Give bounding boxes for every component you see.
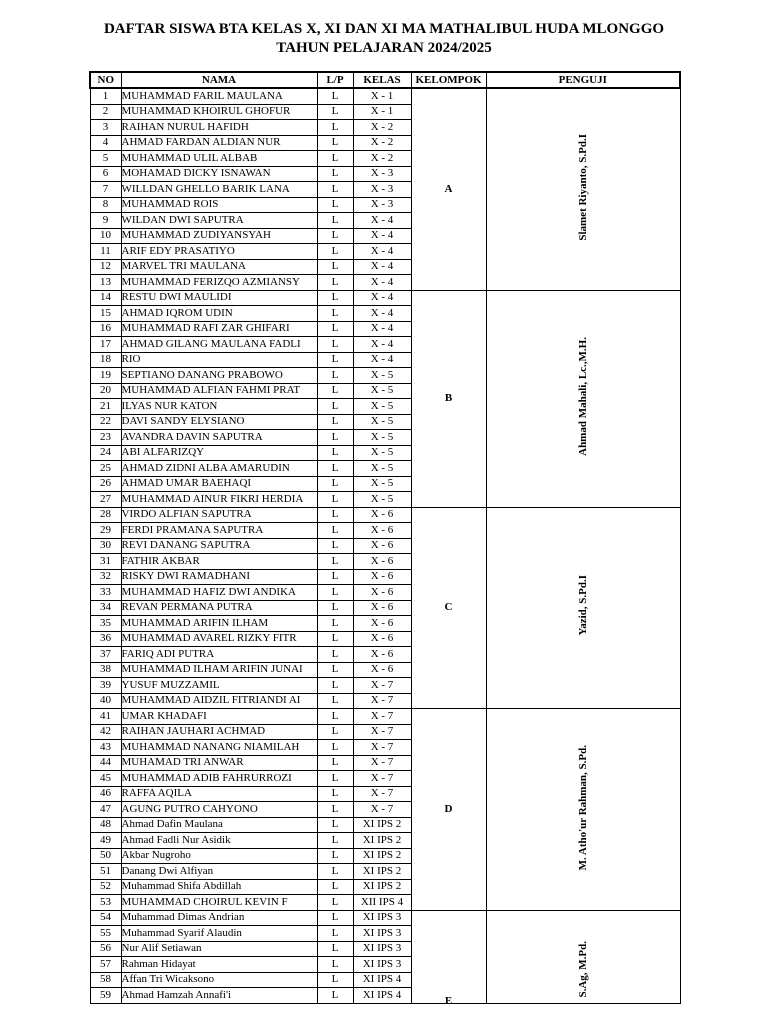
cell-lp: L bbox=[317, 941, 353, 957]
cell-lp: L bbox=[317, 988, 353, 1004]
cell-nama: Rahman Hidayat bbox=[121, 957, 317, 973]
group-cell bbox=[411, 290, 486, 507]
cell-nama: AHMAD IQROM UDIN bbox=[121, 306, 317, 322]
cell-lp: L bbox=[317, 631, 353, 647]
cell-no: 56 bbox=[90, 941, 121, 957]
cell-no: 49 bbox=[90, 833, 121, 849]
cell-kelas: X - 6 bbox=[353, 616, 411, 632]
table-row bbox=[90, 88, 680, 104]
cell-kelas: X - 6 bbox=[353, 507, 411, 523]
group-label: A bbox=[444, 182, 453, 195]
cell-lp: L bbox=[317, 957, 353, 973]
cell-no: 51 bbox=[90, 864, 121, 880]
cell-nama: RESTU DWI MAULIDI bbox=[121, 290, 317, 306]
cell-nama: Muhammad Shifa Abdillah bbox=[121, 879, 317, 895]
cell-kelas: X - 6 bbox=[353, 647, 411, 663]
cell-nama: RAFFA AQILA bbox=[121, 786, 317, 802]
cell-lp: L bbox=[317, 213, 353, 229]
cell-no: 47 bbox=[90, 802, 121, 818]
group-label: D bbox=[444, 802, 453, 815]
cell-kelas: X - 7 bbox=[353, 678, 411, 694]
cell-no: 9 bbox=[90, 213, 121, 229]
cell-kelas: X - 6 bbox=[353, 538, 411, 554]
cell-no: 33 bbox=[90, 585, 121, 601]
cell-no: 46 bbox=[90, 786, 121, 802]
cell-kelas: XI IPS 3 bbox=[353, 910, 411, 926]
cell-no: 13 bbox=[90, 275, 121, 291]
cell-nama: RAIHAN JAUHARI ACHMAD bbox=[121, 724, 317, 740]
cell-kelas: X - 4 bbox=[353, 259, 411, 275]
cell-nama: REVAN PERMANA PUTRA bbox=[121, 600, 317, 616]
cell-no: 36 bbox=[90, 631, 121, 647]
cell-nama: UMAR KHADAFI bbox=[121, 709, 317, 725]
cell-no: 11 bbox=[90, 244, 121, 260]
cell-no: 37 bbox=[90, 647, 121, 663]
cell-no: 34 bbox=[90, 600, 121, 616]
cell-lp: L bbox=[317, 182, 353, 198]
cell-kelas: X - 3 bbox=[353, 182, 411, 198]
cell-nama: MUHAMMAD ALFIAN FAHMI PRAT bbox=[121, 383, 317, 399]
header-lp: L/P bbox=[317, 72, 353, 88]
cell-lp: L bbox=[317, 802, 353, 818]
cell-kelas: X - 6 bbox=[353, 631, 411, 647]
cell-no: 23 bbox=[90, 430, 121, 446]
cell-no: 7 bbox=[90, 182, 121, 198]
cell-lp: L bbox=[317, 848, 353, 864]
cell-nama: YUSUF MUZZAMIL bbox=[121, 678, 317, 694]
cell-lp: L bbox=[317, 197, 353, 213]
cell-nama: ABI ALFARIZQY bbox=[121, 445, 317, 461]
cell-no: 28 bbox=[90, 507, 121, 523]
examiner-cell bbox=[486, 290, 680, 507]
cell-no: 26 bbox=[90, 476, 121, 492]
cell-no: 45 bbox=[90, 771, 121, 787]
cell-no: 4 bbox=[90, 135, 121, 151]
cell-lp: L bbox=[317, 569, 353, 585]
cell-no: 35 bbox=[90, 616, 121, 632]
cell-lp: L bbox=[317, 88, 353, 104]
header-penguji: PENGUJI bbox=[486, 72, 680, 88]
table-row bbox=[90, 507, 680, 523]
cell-no: 41 bbox=[90, 709, 121, 725]
cell-lp: L bbox=[317, 104, 353, 120]
cell-kelas: X - 3 bbox=[353, 197, 411, 213]
cell-lp: L bbox=[317, 337, 353, 353]
cell-kelas: XI IPS 2 bbox=[353, 864, 411, 880]
cell-nama: MOHAMAD DICKY ISNAWAN bbox=[121, 166, 317, 182]
cell-no: 17 bbox=[90, 337, 121, 353]
cell-kelas: X - 1 bbox=[353, 104, 411, 120]
header-kelompok: KELOMPOK bbox=[411, 72, 486, 88]
cell-nama: DAVI SANDY ELYSIANO bbox=[121, 414, 317, 430]
cell-no: 19 bbox=[90, 368, 121, 384]
cell-no: 8 bbox=[90, 197, 121, 213]
cell-nama: Affan Tri Wicaksono bbox=[121, 972, 317, 988]
cell-no: 22 bbox=[90, 414, 121, 430]
cell-nama: Ahmad Fadli Nur Asidik bbox=[121, 833, 317, 849]
cell-lp: L bbox=[317, 662, 353, 678]
examiner-cell bbox=[486, 507, 680, 709]
cell-no: 42 bbox=[90, 724, 121, 740]
cell-no: 21 bbox=[90, 399, 121, 415]
cell-kelas: X - 4 bbox=[353, 306, 411, 322]
cell-kelas: X - 4 bbox=[353, 244, 411, 260]
cell-lp: L bbox=[317, 833, 353, 849]
cell-nama: REVI DANANG SAPUTRA bbox=[121, 538, 317, 554]
cell-lp: L bbox=[317, 600, 353, 616]
cell-lp: L bbox=[317, 972, 353, 988]
cell-kelas: X - 7 bbox=[353, 724, 411, 740]
cell-nama: Nur Alif Setiawan bbox=[121, 941, 317, 957]
cell-no: 14 bbox=[90, 290, 121, 306]
cell-no: 54 bbox=[90, 910, 121, 926]
cell-kelas: X - 5 bbox=[353, 476, 411, 492]
cell-kelas: X - 6 bbox=[353, 600, 411, 616]
cell-lp: L bbox=[317, 895, 353, 911]
cell-no: 3 bbox=[90, 120, 121, 136]
cell-kelas: X - 5 bbox=[353, 399, 411, 415]
cell-kelas: X - 6 bbox=[353, 554, 411, 570]
cell-no: 18 bbox=[90, 352, 121, 368]
cell-lp: L bbox=[317, 864, 353, 880]
cell-nama: MUHAMMAD AIDZIL FITRIANDI AI bbox=[121, 693, 317, 709]
cell-lp: L bbox=[317, 430, 353, 446]
cell-kelas: XI IPS 3 bbox=[353, 957, 411, 973]
group-cell bbox=[411, 88, 486, 290]
cell-kelas: X - 7 bbox=[353, 786, 411, 802]
cell-nama: MUHAMMAD ADIB FAHRURROZI bbox=[121, 771, 317, 787]
cell-lp: L bbox=[317, 290, 353, 306]
cell-no: 31 bbox=[90, 554, 121, 570]
cell-no: 53 bbox=[90, 895, 121, 911]
cell-no: 25 bbox=[90, 461, 121, 477]
cell-kelas: X - 7 bbox=[353, 802, 411, 818]
cell-kelas: X - 5 bbox=[353, 492, 411, 508]
cell-nama: MUHAMMAD HAFIZ DWI ANDIKA bbox=[121, 585, 317, 601]
cell-kelas: X - 7 bbox=[353, 709, 411, 725]
cell-nama: AGUNG PUTRO CAHYONO bbox=[121, 802, 317, 818]
cell-no: 27 bbox=[90, 492, 121, 508]
cell-no: 58 bbox=[90, 972, 121, 988]
cell-kelas: X - 6 bbox=[353, 523, 411, 539]
examiner-name: Ahmad Mahali, Lc.,M.H. bbox=[576, 337, 589, 456]
cell-lp: L bbox=[317, 554, 353, 570]
cell-kelas: X - 2 bbox=[353, 120, 411, 136]
cell-kelas: X - 4 bbox=[353, 337, 411, 353]
examiner-name: M. Atho'ur Rahman, S.Pd. bbox=[576, 744, 589, 870]
cell-no: 6 bbox=[90, 166, 121, 182]
cell-lp: L bbox=[317, 414, 353, 430]
cell-kelas: XI IPS 4 bbox=[353, 972, 411, 988]
cell-kelas: X - 7 bbox=[353, 740, 411, 756]
header-nama: NAMA bbox=[121, 72, 317, 88]
cell-kelas: X - 5 bbox=[353, 383, 411, 399]
cell-nama: MUHAMMAD AVAREL RIZKY FITR bbox=[121, 631, 317, 647]
cell-kelas: X - 6 bbox=[353, 585, 411, 601]
cell-lp: L bbox=[317, 879, 353, 895]
header-kelas: KELAS bbox=[353, 72, 411, 88]
cell-lp: L bbox=[317, 678, 353, 694]
cell-kelas: XI IPS 2 bbox=[353, 817, 411, 833]
cell-nama: WILDAN DWI SAPUTRA bbox=[121, 213, 317, 229]
cell-no: 20 bbox=[90, 383, 121, 399]
cell-lp: L bbox=[317, 755, 353, 771]
cell-no: 39 bbox=[90, 678, 121, 694]
cell-nama: RAIHAN NURUL HAFIDH bbox=[121, 120, 317, 136]
cell-no: 15 bbox=[90, 306, 121, 322]
cell-nama: MUHAMMAD RAFI ZAR GHIFARI bbox=[121, 321, 317, 337]
cell-lp: L bbox=[317, 740, 353, 756]
cell-kelas: XI IPS 3 bbox=[353, 926, 411, 942]
cell-nama: AHMAD UMAR BAEHAQI bbox=[121, 476, 317, 492]
cell-nama: FERDI PRAMANA SAPUTRA bbox=[121, 523, 317, 539]
cell-kelas: X - 3 bbox=[353, 166, 411, 182]
table-header-row bbox=[90, 72, 680, 88]
cell-no: 1 bbox=[90, 88, 121, 104]
cell-kelas: X - 2 bbox=[353, 135, 411, 151]
cell-kelas: XII IPS 4 bbox=[353, 895, 411, 911]
cell-nama: RISKY DWI RAMADHANI bbox=[121, 569, 317, 585]
examiner-cell bbox=[486, 709, 680, 911]
table-body bbox=[90, 88, 680, 1007]
cell-lp: L bbox=[317, 399, 353, 415]
cell-kelas: X - 6 bbox=[353, 569, 411, 585]
cell-lp: L bbox=[317, 228, 353, 244]
cell-nama: MUHAMMAD ILHAM ARIFIN JUNAI bbox=[121, 662, 317, 678]
cell-kelas: X - 5 bbox=[353, 430, 411, 446]
cell-no: 55 bbox=[90, 926, 121, 942]
cell-lp: L bbox=[317, 368, 353, 384]
cell-lp: L bbox=[317, 275, 353, 291]
cell-nama: MUHAMAD TRI ANWAR bbox=[121, 755, 317, 771]
cell-lp: L bbox=[317, 771, 353, 787]
cell-no: 5 bbox=[90, 151, 121, 167]
cell-lp: L bbox=[317, 321, 353, 337]
cell-no: 57 bbox=[90, 957, 121, 973]
cell-lp: L bbox=[317, 817, 353, 833]
table-row bbox=[90, 290, 680, 306]
group-label: E bbox=[444, 994, 453, 1007]
cell-no: 52 bbox=[90, 879, 121, 895]
cell-nama: Ahmad Dafin Maulana bbox=[121, 817, 317, 833]
cell-no: 16 bbox=[90, 321, 121, 337]
group-label: B bbox=[444, 392, 453, 404]
examiner-name: Yazid, S.Pd.I bbox=[576, 575, 589, 637]
cell-kelas: X - 2 bbox=[353, 151, 411, 167]
cell-nama: MUHAMMAD CHOIRUL KEVIN F bbox=[121, 895, 317, 911]
cell-lp: L bbox=[317, 507, 353, 523]
cell-nama: RIO bbox=[121, 352, 317, 368]
cell-kelas: X - 4 bbox=[353, 275, 411, 291]
cell-no: 29 bbox=[90, 523, 121, 539]
cell-kelas: X - 4 bbox=[353, 352, 411, 368]
cell-kelas: X - 5 bbox=[353, 461, 411, 477]
cell-nama: Danang Dwi Alfiyan bbox=[121, 864, 317, 880]
cell-nama: MUHAMMAD AINUR FIKRI HERDIA bbox=[121, 492, 317, 508]
cell-lp: L bbox=[317, 259, 353, 275]
cell-nama: MUHAMMAD KHOIRUL GHOFUR bbox=[121, 104, 317, 120]
cell-no: 24 bbox=[90, 445, 121, 461]
cell-lp: L bbox=[317, 786, 353, 802]
document-subtitle: TAHUN PELAJARAN 2024/2025 bbox=[276, 40, 492, 56]
cell-no: 48 bbox=[90, 817, 121, 833]
cell-lp: L bbox=[317, 926, 353, 942]
cell-lp: L bbox=[317, 616, 353, 632]
cell-nama: MARVEL TRI MAULANA bbox=[121, 259, 317, 275]
cell-nama: FARIQ ADI PUTRA bbox=[121, 647, 317, 663]
examiner-name: Slamet Riyanto, S.Pd.I bbox=[576, 133, 589, 241]
cell-no: 30 bbox=[90, 538, 121, 554]
examiner-cell bbox=[486, 910, 680, 1003]
group-cell bbox=[411, 709, 486, 911]
cell-lp: L bbox=[317, 492, 353, 508]
cell-lp: L bbox=[317, 523, 353, 539]
cell-nama: ILYAS NUR KATON bbox=[121, 399, 317, 415]
cell-lp: L bbox=[317, 709, 353, 725]
cell-kelas: XI IPS 4 bbox=[353, 988, 411, 1004]
cell-kelas: X - 5 bbox=[353, 414, 411, 430]
cell-nama: AVANDRA DAVIN SAPUTRA bbox=[121, 430, 317, 446]
cell-lp: L bbox=[317, 693, 353, 709]
header-no: NO bbox=[90, 72, 121, 88]
cell-kelas: XI IPS 2 bbox=[353, 833, 411, 849]
cell-nama: ARIF EDY PRASATIYO bbox=[121, 244, 317, 260]
cell-lp: L bbox=[317, 306, 353, 322]
cell-nama: MUHAMMAD FERIZQO AZMIANSY bbox=[121, 275, 317, 291]
cell-kelas: X - 4 bbox=[353, 290, 411, 306]
cell-nama: Muhammad Syarif Alaudin bbox=[121, 926, 317, 942]
student-table bbox=[89, 71, 681, 1007]
cell-no: 38 bbox=[90, 662, 121, 678]
cell-kelas: X - 4 bbox=[353, 213, 411, 229]
cell-lp: L bbox=[317, 352, 353, 368]
group-label: C bbox=[444, 601, 453, 614]
cell-kelas: X - 4 bbox=[353, 321, 411, 337]
cell-kelas: X - 1 bbox=[353, 88, 411, 104]
cell-lp: L bbox=[317, 166, 353, 182]
cell-nama: Akbar Nugroho bbox=[121, 848, 317, 864]
table-row bbox=[90, 709, 680, 725]
cell-no: 32 bbox=[90, 569, 121, 585]
group-cell bbox=[411, 910, 486, 1007]
cell-kelas: X - 5 bbox=[353, 445, 411, 461]
cell-kelas: X - 7 bbox=[353, 771, 411, 787]
cell-kelas: X - 6 bbox=[353, 662, 411, 678]
cell-lp: L bbox=[317, 910, 353, 926]
cell-no: 12 bbox=[90, 259, 121, 275]
cell-nama: AHMAD FARDAN ALDIAN NUR bbox=[121, 135, 317, 151]
cell-nama: MUHAMMAD ZUDIYANSYAH bbox=[121, 228, 317, 244]
cell-nama: MUHAMMAD ULIL ALBAB bbox=[121, 151, 317, 167]
cell-nama: AHMAD GILANG MAULANA FADLI bbox=[121, 337, 317, 353]
cell-lp: L bbox=[317, 151, 353, 167]
cell-nama: MUHAMMAD FARIL MAULANA bbox=[121, 88, 317, 104]
cell-no: 10 bbox=[90, 228, 121, 244]
cell-no: 40 bbox=[90, 693, 121, 709]
student-table-container bbox=[89, 71, 679, 1007]
examiner-cell bbox=[486, 88, 680, 290]
document-title: DAFTAR SISWA BTA KELAS X, XI DAN XI MA MATHALIBUL HUDA MLONGGO bbox=[103, 21, 665, 37]
cell-lp: L bbox=[317, 585, 353, 601]
cell-no: 43 bbox=[90, 740, 121, 756]
cell-no: 59 bbox=[90, 988, 121, 1004]
cell-nama: SEPTIANO DANANG PRABOWO bbox=[121, 368, 317, 384]
cell-lp: L bbox=[317, 724, 353, 740]
cell-no: 44 bbox=[90, 755, 121, 771]
table-row bbox=[90, 910, 680, 926]
cell-kelas: XI IPS 2 bbox=[353, 879, 411, 895]
cell-lp: L bbox=[317, 383, 353, 399]
cell-nama: MUHAMMAD NANANG NIAMILAH bbox=[121, 740, 317, 756]
cell-lp: L bbox=[317, 476, 353, 492]
cell-kelas: X - 5 bbox=[353, 368, 411, 384]
cell-no: 50 bbox=[90, 848, 121, 864]
cell-nama: Ahmad Hamzah Annafi'i bbox=[121, 988, 317, 1004]
cell-nama: VIRDO ALFIAN SAPUTRA bbox=[121, 507, 317, 523]
cell-lp: L bbox=[317, 461, 353, 477]
group-cell bbox=[411, 507, 486, 709]
cell-kelas: X - 7 bbox=[353, 693, 411, 709]
cell-lp: L bbox=[317, 120, 353, 136]
cell-nama: MUHAMMAD ARIFIN ILHAM bbox=[121, 616, 317, 632]
cell-no: 2 bbox=[90, 104, 121, 120]
cell-kelas: X - 4 bbox=[353, 228, 411, 244]
cell-lp: L bbox=[317, 538, 353, 554]
cell-nama: FATHIR AKBAR bbox=[121, 554, 317, 570]
cell-kelas: XI IPS 3 bbox=[353, 941, 411, 957]
examiner-name: S.Ag, M.Pd. bbox=[576, 940, 589, 998]
cell-lp: L bbox=[317, 135, 353, 151]
cell-lp: L bbox=[317, 647, 353, 663]
cell-nama: MUHAMMAD ROIS bbox=[121, 197, 317, 213]
cell-nama: AHMAD ZIDNI ALBA AMARUDIN bbox=[121, 461, 317, 477]
cell-lp: L bbox=[317, 244, 353, 260]
cell-nama: Muhammad Dimas Andrian bbox=[121, 910, 317, 926]
cell-lp: L bbox=[317, 445, 353, 461]
cell-nama: WILLDAN GHELLO BARIK LANA bbox=[121, 182, 317, 198]
cell-kelas: XI IPS 2 bbox=[353, 848, 411, 864]
cell-kelas: X - 7 bbox=[353, 755, 411, 771]
